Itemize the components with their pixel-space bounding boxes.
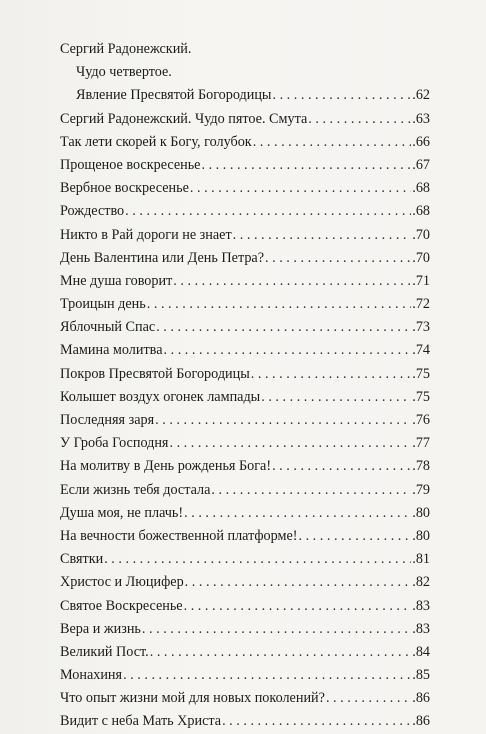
dot-leader xyxy=(326,687,411,710)
toc-entry-title: Яблочный Спас xyxy=(60,319,156,336)
toc-entry-page: .81 xyxy=(412,551,430,568)
toc-entry xyxy=(60,687,430,710)
toc-entry xyxy=(60,409,430,432)
toc-entry-title: Если жизнь тебя достала xyxy=(60,481,211,498)
toc-entry-title: Вербное воскресенье xyxy=(60,180,189,197)
toc-entry-page: .75 xyxy=(412,388,430,405)
toc-entry-page: .85 xyxy=(412,667,430,684)
toc-entry xyxy=(60,618,430,641)
dot-leader xyxy=(147,293,412,316)
toc-entry xyxy=(60,131,430,154)
dot-leader xyxy=(190,177,411,200)
toc-entry-page: .67 xyxy=(412,156,430,173)
toc-entry-title: Святки xyxy=(60,551,104,568)
dot-leader xyxy=(251,363,412,386)
toc-entry xyxy=(60,154,430,177)
toc-entry xyxy=(60,84,430,107)
toc-entry-title: Колышет воздух огонек лампады xyxy=(60,388,261,405)
toc-entry-title: Явление Пресвятой Богородицы xyxy=(76,87,272,104)
dot-leader xyxy=(253,131,412,154)
toc-entry xyxy=(60,710,430,733)
toc-entry-page: .70 xyxy=(412,226,430,243)
toc-entry xyxy=(60,363,430,386)
toc-entry xyxy=(60,386,430,409)
toc-entry xyxy=(60,270,430,293)
toc-entry-page: .79 xyxy=(412,481,430,498)
toc-entry-title: Последняя заря xyxy=(60,412,155,428)
toc-entry-title: Мне душа говорит xyxy=(60,272,173,289)
toc-entry-title: Чудо четвертое. xyxy=(76,64,172,81)
dot-leader xyxy=(201,154,411,177)
dot-leader xyxy=(156,316,411,339)
toc-entry xyxy=(60,548,430,571)
toc-entry-page: .86 xyxy=(412,713,430,730)
dot-leader xyxy=(265,247,411,270)
dot-leader xyxy=(261,386,411,409)
toc-entry-title: Мамина молитва xyxy=(60,342,163,359)
toc-entry-page: .66 xyxy=(412,133,430,150)
toc-entry-title: Троицын день xyxy=(60,296,146,313)
toc-entry-page: .70 xyxy=(412,249,430,266)
dot-leader xyxy=(169,432,411,455)
toc-entry xyxy=(60,247,430,270)
toc-entry-title: На вечности божественной платформе! xyxy=(60,527,298,544)
toc-entry-title: Сергий Радонежский. xyxy=(60,41,192,57)
toc-entry-title: На молитву в День рожденья Бога! xyxy=(60,458,272,475)
toc-entry xyxy=(60,432,430,455)
toc-entry-page: .80 xyxy=(412,527,430,544)
toc-entry-title: Сергий Радонежский. Чудо пятое. Смута xyxy=(60,110,308,127)
dot-leader xyxy=(185,571,412,594)
toc-entry xyxy=(60,525,430,548)
toc-entry xyxy=(60,502,430,525)
toc-entry-page: .72 xyxy=(412,296,430,313)
toc-entry-page: .75 xyxy=(412,365,430,382)
toc-entry-page: .68 xyxy=(412,203,430,220)
toc-entry-page: .82 xyxy=(412,574,430,591)
toc-entry-page: .84 xyxy=(412,643,430,660)
toc-entry-title: Душа моя, не плачь! xyxy=(60,504,184,521)
toc-entry xyxy=(60,293,430,316)
toc-entry-title: Рождество xyxy=(60,203,125,220)
toc-entry-page: .78 xyxy=(412,458,430,475)
toc-entry xyxy=(60,177,430,200)
toc-entry-title: Великий Пост. xyxy=(60,643,149,660)
toc-entry-title: День Валентина или День Петра? xyxy=(60,249,265,266)
dot-leader xyxy=(150,641,412,664)
toc-entry-page: .80 xyxy=(412,504,430,521)
toc-entry-title: Вера и жизнь xyxy=(60,620,141,637)
toc-entry-page: .83 xyxy=(412,597,430,614)
toc-entry xyxy=(60,38,430,61)
dot-leader xyxy=(233,224,412,247)
dot-leader xyxy=(298,525,411,548)
dot-leader xyxy=(173,270,411,293)
dot-leader xyxy=(155,409,411,432)
toc-entry xyxy=(60,595,430,618)
toc-entry xyxy=(60,479,430,502)
toc-entry-page: .63 xyxy=(412,110,430,127)
toc-entry-page: .83 xyxy=(412,620,430,637)
toc-entry-page: .77 xyxy=(412,435,430,452)
dot-leader xyxy=(272,84,411,107)
dot-leader xyxy=(123,664,411,687)
toc-entry-title: Святое Воскресенье xyxy=(60,597,183,614)
toc-entry-title: Монахиня xyxy=(60,667,123,684)
toc-entry xyxy=(60,571,430,594)
dot-leader xyxy=(222,710,411,733)
toc-entry-title: Так лети скорей к Богу, голубок xyxy=(60,133,252,150)
toc-entry-title: Прощеное воскресенье xyxy=(60,156,201,173)
toc-entry-page: .71 xyxy=(412,272,430,289)
toc-entry xyxy=(60,316,430,339)
dot-leader xyxy=(184,595,412,618)
toc-entry xyxy=(60,108,430,131)
dot-leader xyxy=(104,548,411,571)
table-of-contents xyxy=(60,38,430,734)
toc-entry xyxy=(60,61,430,84)
toc-entry-page: .68 xyxy=(412,180,430,197)
toc-entry-page: .62 xyxy=(412,87,430,104)
dot-leader xyxy=(184,502,411,525)
toc-entry-page: .86 xyxy=(412,690,430,707)
toc-entry-page: .74 xyxy=(412,342,430,359)
dot-leader xyxy=(211,479,411,502)
dot-leader xyxy=(142,618,411,641)
toc-entry xyxy=(60,455,430,478)
toc-entry xyxy=(60,641,430,664)
toc-entry-title: У Гроба Господня xyxy=(60,435,169,452)
dot-leader xyxy=(164,339,412,362)
toc-entry xyxy=(60,200,430,223)
dot-leader xyxy=(272,455,411,478)
toc-entry xyxy=(60,224,430,247)
dot-leader xyxy=(308,108,411,131)
toc-entry-title: Что опыт жизни мой для новых поколений? xyxy=(60,690,325,707)
toc-entry xyxy=(60,339,430,362)
toc-entry-title: Никто в Рай дороги не знает xyxy=(60,226,232,243)
toc-entry-title: Видит с неба Мать Христа xyxy=(60,713,222,730)
dot-leader xyxy=(125,200,411,223)
toc-entry-page: .73 xyxy=(412,319,430,336)
toc-entry xyxy=(60,664,430,687)
toc-entry-title: Покров Пресвятой Богородицы xyxy=(60,365,250,382)
toc-entry-page: .76 xyxy=(412,412,430,428)
toc-entry-title: Христос и Люцифер xyxy=(60,574,184,591)
